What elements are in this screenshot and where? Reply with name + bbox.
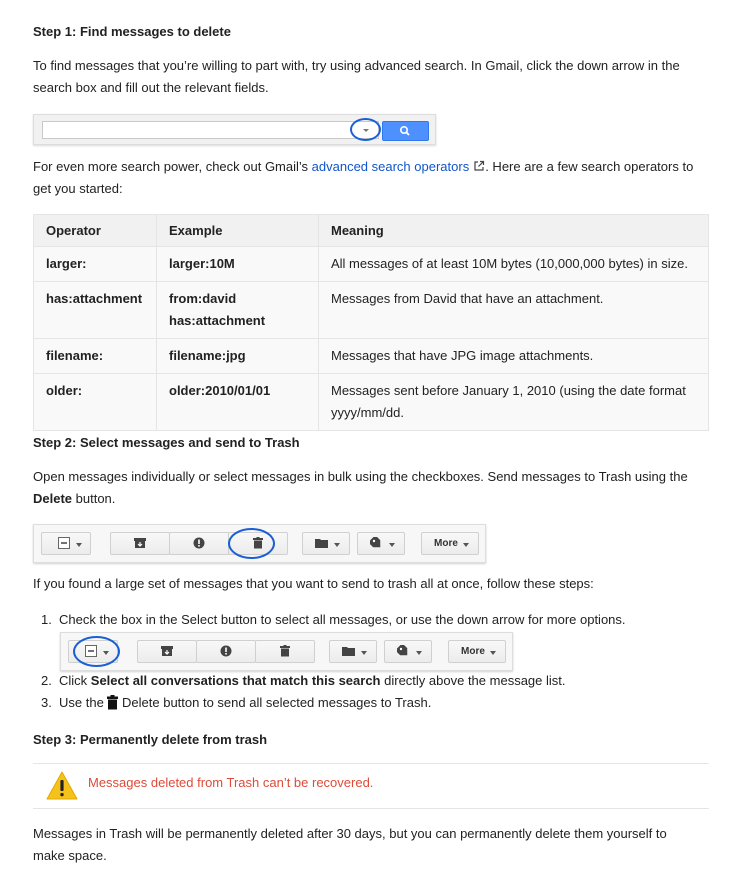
list-number: 3. bbox=[41, 695, 52, 710]
meaning-line: Messages sent before January 1, 2010 (using the date format bbox=[331, 383, 686, 398]
step1-intro-line2: search box and fill out the relevant fields. bbox=[33, 80, 269, 95]
meaning-cell bbox=[319, 374, 709, 431]
gmail-toolbar-screenshot bbox=[33, 524, 486, 563]
list-text bbox=[59, 692, 431, 714]
table-header-row bbox=[34, 215, 709, 247]
labels-button[interactable] bbox=[357, 532, 405, 555]
more-label: More bbox=[434, 538, 458, 549]
chevron-down-icon bbox=[389, 543, 395, 547]
operator-cell: larger: bbox=[34, 247, 157, 282]
more-label: More bbox=[461, 646, 485, 657]
chevron-down-icon bbox=[334, 543, 340, 547]
report-spam-button[interactable] bbox=[169, 532, 229, 555]
list-text-post: Delete button to send all selected messages to Trash. bbox=[118, 695, 432, 710]
highlight-circle bbox=[73, 636, 120, 667]
table-row bbox=[34, 282, 709, 339]
list-number: 1. bbox=[41, 612, 52, 627]
list-text-pre: Click bbox=[59, 673, 91, 688]
operator-cell: has:attachment bbox=[34, 282, 157, 339]
step2-heading: Step 2: Select messages and send to Trash bbox=[33, 435, 300, 450]
spam-icon bbox=[220, 645, 232, 657]
meaning-line: Messages that have JPG image attachments. bbox=[331, 348, 594, 363]
trash-icon bbox=[107, 695, 118, 710]
step1-more-line2: get you started: bbox=[33, 181, 123, 196]
highlight-circle bbox=[228, 528, 275, 559]
step2-intro bbox=[33, 466, 723, 510]
operator-cell: older: bbox=[34, 374, 157, 431]
trash-icon bbox=[279, 645, 291, 657]
step1-heading: Step 1: Find messages to delete bbox=[33, 24, 231, 39]
gmail-toolbar-select-screenshot bbox=[60, 632, 513, 671]
folder-icon bbox=[342, 645, 355, 657]
example-cell bbox=[157, 374, 319, 431]
move-to-button[interactable] bbox=[302, 532, 350, 555]
more-button[interactable] bbox=[448, 640, 506, 663]
step1-more-line1 bbox=[33, 156, 723, 178]
label-icon bbox=[370, 537, 383, 549]
example-cell bbox=[157, 282, 319, 339]
search-box-screenshot bbox=[33, 114, 436, 145]
table-row bbox=[34, 247, 709, 282]
step1-intro-line1: To find messages that you’re willing to part with, try using advanced search. In Gmail, click the down arrow in the bbox=[33, 58, 680, 73]
step3-outro-line1: Messages in Trash will be permanently deleted after 30 days, but you can permanently delete them yourself to bbox=[33, 826, 667, 841]
step3-outro bbox=[33, 823, 723, 867]
chevron-down-icon bbox=[416, 651, 422, 655]
delete-button[interactable] bbox=[255, 640, 315, 663]
step1-intro bbox=[33, 55, 723, 99]
operator-cell: filename: bbox=[34, 339, 157, 374]
header-operator: Operator bbox=[34, 215, 157, 247]
search-operators-table bbox=[33, 214, 709, 431]
search-input[interactable] bbox=[42, 121, 379, 139]
highlight-circle bbox=[350, 118, 381, 141]
checkbox-icon bbox=[58, 537, 70, 549]
select-button[interactable] bbox=[41, 532, 91, 555]
steps-list bbox=[33, 609, 723, 631]
meaning-cell bbox=[319, 339, 709, 374]
warning-icon bbox=[46, 771, 78, 800]
list-text bbox=[59, 670, 566, 692]
step3-outro-line2: make space. bbox=[33, 848, 107, 863]
example-line: older:2010/01/01 bbox=[169, 383, 271, 398]
list-item bbox=[33, 609, 723, 631]
more-button[interactable] bbox=[421, 532, 479, 555]
chevron-down-icon bbox=[463, 543, 469, 547]
delete-bold: Delete bbox=[33, 491, 73, 506]
table-row bbox=[34, 374, 709, 431]
list-text-pre: Use the bbox=[59, 695, 108, 710]
meaning-line: Messages from David that have an attachment. bbox=[331, 291, 604, 306]
list-item bbox=[33, 670, 723, 692]
archive-button[interactable] bbox=[137, 640, 197, 663]
warning-divider-top bbox=[33, 763, 709, 764]
example-line: has:attachment bbox=[169, 313, 266, 328]
archive-icon bbox=[161, 645, 173, 657]
folder-icon bbox=[315, 537, 328, 549]
label-icon bbox=[397, 645, 410, 657]
warning-text: Messages deleted from Trash can’t be recovered. bbox=[88, 775, 374, 790]
list-item bbox=[33, 692, 723, 714]
chevron-down-icon bbox=[361, 651, 367, 655]
chevron-down-icon bbox=[76, 543, 82, 547]
list-number: 2. bbox=[41, 673, 52, 688]
spam-icon bbox=[193, 537, 205, 549]
example-line: filename:jpg bbox=[169, 348, 246, 363]
meaning-line: All messages of at least 10M bytes (10,000,000 bytes) in size. bbox=[331, 256, 688, 271]
step2-intro-line2 bbox=[33, 488, 723, 510]
step2-intro-line1: Open messages individually or select messages in bulk using the checkboxes. Send messages to Trash using the bbox=[33, 469, 688, 484]
search-icon bbox=[383, 122, 428, 140]
example-cell bbox=[157, 339, 319, 374]
step2-intro-post: button. bbox=[72, 491, 116, 506]
list-text-post: directly above the message list. bbox=[380, 673, 566, 688]
search-button[interactable] bbox=[382, 121, 429, 141]
header-example: Example bbox=[157, 215, 319, 247]
example-cell bbox=[157, 247, 319, 282]
labels-button[interactable] bbox=[384, 640, 432, 663]
step1-more bbox=[33, 156, 723, 200]
report-spam-button[interactable] bbox=[196, 640, 256, 663]
meaning-cell bbox=[319, 282, 709, 339]
header-meaning: Meaning bbox=[319, 215, 709, 247]
step2-bulk-intro: If you found a large set of messages that you want to send to trash all at once, follow these steps: bbox=[33, 576, 594, 591]
advanced-search-operators-link[interactable]: advanced search operators bbox=[311, 159, 470, 174]
steps-list-continued bbox=[33, 670, 723, 714]
meaning-cell bbox=[319, 247, 709, 282]
move-to-button[interactable] bbox=[329, 640, 377, 663]
list-text: Check the box in the Select button to select all messages, or use the down arrow for more options. bbox=[59, 612, 626, 627]
warning-divider-bottom bbox=[33, 808, 709, 809]
example-line: larger:10M bbox=[169, 256, 235, 271]
select-all-bold: Select all conversations that match this search bbox=[90, 673, 381, 688]
step1-more-post: . Here are a few search operators to bbox=[485, 159, 694, 174]
example-line: from:david bbox=[169, 291, 237, 306]
archive-button[interactable] bbox=[110, 532, 170, 555]
step1-more-pre: For even more search power, check out Gmail’s bbox=[33, 159, 312, 174]
table-row bbox=[34, 339, 709, 374]
meaning-line: yyyy/mm/dd. bbox=[331, 405, 404, 420]
external-link-icon[interactable] bbox=[473, 160, 485, 172]
archive-icon bbox=[134, 537, 146, 549]
chevron-down-icon bbox=[490, 651, 496, 655]
step3-heading: Step 3: Permanently delete from trash bbox=[33, 732, 268, 747]
